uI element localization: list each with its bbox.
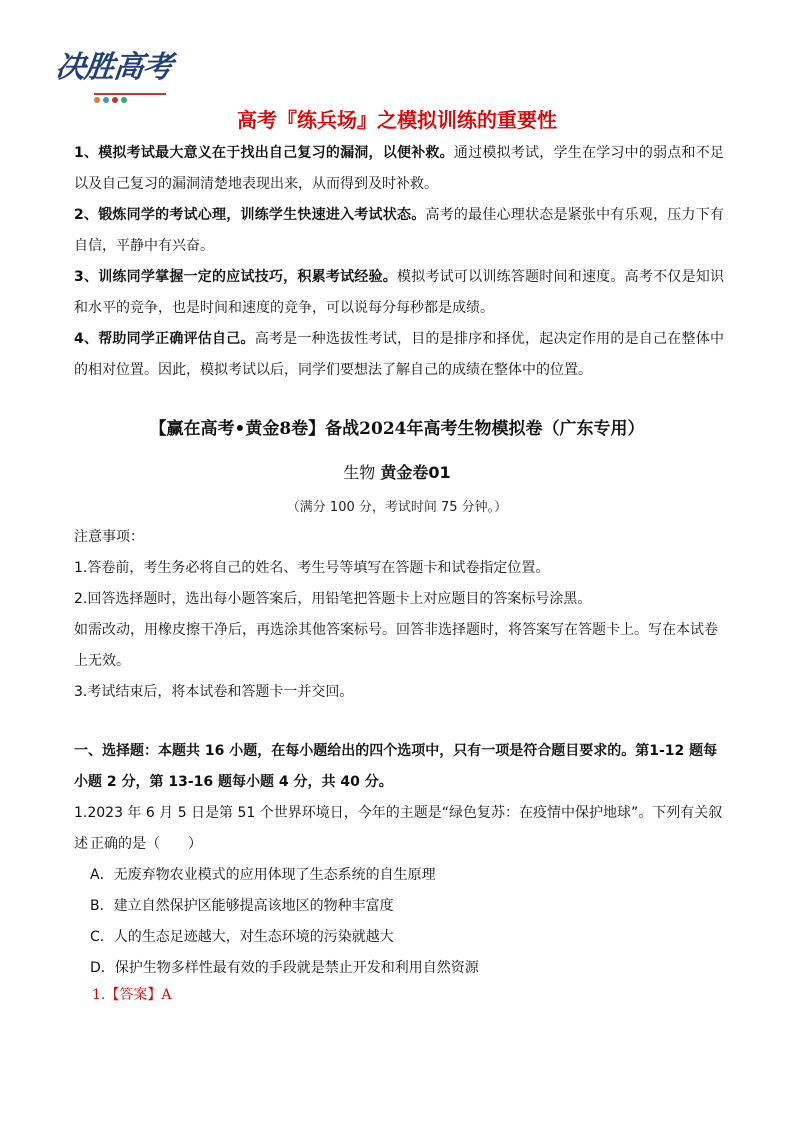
logo-decoration (94, 90, 166, 104)
point-4-bold: 4、帮助同学正确评估自己。 (74, 331, 255, 347)
exam-title: 【赢在高考•黄金8卷】备战2024年高考生物模拟卷（广东专用） (149, 419, 645, 439)
note-3: 3.考试结束后，将本试卷和答题卡一并交回。 (74, 684, 354, 700)
option-a: A．无废弃物农业模式的应用体现了生态系统的自生原理 (90, 867, 436, 883)
point-3-text: 模拟考试可以训练答题时间和速度。高考不仅是知识和水平的竞争，也是时间和速度的竞争，可以说每分每秒都是成绩。 (74, 269, 724, 316)
option-b: B．建立自然保护区能够提高该地区的物种丰富度 (90, 898, 394, 914)
headline: 高考『练兵场』之模拟训练的重要性 (237, 108, 557, 132)
subject-label: 生物 (343, 463, 376, 482)
note-2b: 如需改动，用橡皮擦干净后，再选涂其他答案标号。回答非选择题时，将答案写在答题卡上。写在本试卷上无效。 (74, 622, 718, 669)
answer (92, 984, 171, 1004)
point-2-text: 高考的最佳心理状态是紧张中有乐观，压力下有自信，平静中有兴奋。 (74, 207, 724, 254)
question-stem-line1: 1.2023 年 6 月 5 日是第 51 个世界环境日，今年的主题是“绿色复苏：在疫情中保护地球”。下列有关叙述 (74, 805, 723, 852)
exam-info: （满分 100 分，考试时间 75 分钟。） (286, 500, 508, 515)
notes-heading: 注意事项： (74, 529, 144, 545)
paper-label: 黄金卷01 (380, 463, 451, 482)
point-2 (74, 200, 724, 262)
point-1 (74, 138, 724, 200)
option-d: D．保护生物多样性最有效的手段就是禁止开发和利用自然资源 (90, 960, 479, 976)
question-stem-line2: 正确的是（ ） (90, 836, 202, 852)
answer-number: 1. (92, 987, 106, 1003)
point-4 (74, 324, 724, 386)
note-1: 1.答卷前，考生务必将自己的姓名、考生号等填写在答题卡和试卷指定位置。 (74, 560, 550, 576)
point-2-bold: 2、锻炼同学的考试心理，训练学生快速进入考试状态。 (74, 207, 426, 223)
logo-text: 决胜高考 (53, 50, 174, 85)
point-3-bold: 3、训练同学掌握一定的应试技巧，积累考试经验。 (74, 269, 397, 285)
exam-subtitle (0, 460, 794, 483)
answer-text: 【答案】A (105, 987, 172, 1003)
note-2: 2.回答选择题时，选出每小题答案后，用铅笔把答题卡上对应题目的答案标号涂黑。 (74, 591, 592, 607)
point-1-bold: 1、模拟考试最大意义在于找出自己复习的漏洞，以便补救。 (74, 145, 454, 161)
point-1-text: 通过模拟考试，学生在学习中的弱点和不足以及自己复习的漏洞清楚地表现出来，从而得到及时补救。 (74, 145, 724, 192)
section-heading: 一、选择题：本题共 16 小题，在每小题给出的四个选项中，只有一项是符合题目要求的。第1-12 题每小题 2 分，第 13-16 题每小题 4 分，共 40 分。 (74, 743, 718, 790)
point-4-text: 高考是一种选拔性考试，目的是排序和择优，起决定作用的是自己在整体中的相对位置。因此，模拟考试以后，同学们要想法了解自己的成绩在整体中的位置。 (74, 331, 724, 378)
point-3 (74, 262, 724, 324)
option-c: C．人的生态足迹越大，对生态环境的污染就越大 (90, 929, 394, 945)
